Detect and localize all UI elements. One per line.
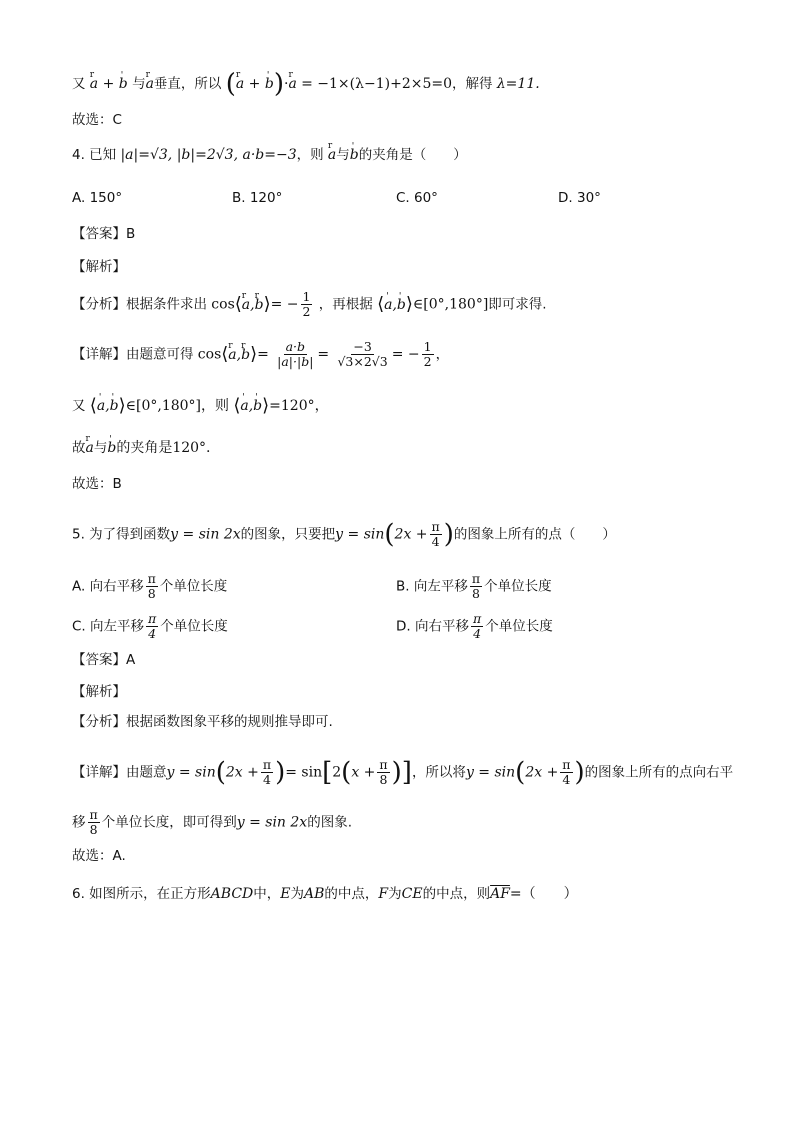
interval: ∈[0°,180°]	[412, 296, 489, 313]
numerator: −3	[353, 339, 372, 354]
text: 【详解】由题意可得	[72, 346, 194, 363]
denominator: √3×2√3	[337, 354, 388, 369]
solution-line-1: 又 r a + ' b 与r a垂直，所以 (r a + ' b)·r a = −1×(λ−1)+2×5=0，解得 λ=11.	[72, 74, 540, 94]
q4-choice: 故选：B	[72, 476, 122, 492]
text: 【分析】根据条件求出	[72, 296, 207, 313]
text: 又	[72, 398, 86, 414]
q5-analysis-heading: 【解析】	[72, 684, 126, 700]
q4-conclusion: 故r a与' b的夹角是120°.	[72, 438, 211, 458]
text: 个单位长度，即可得到	[101, 814, 237, 831]
question-number: 4. 已知	[72, 147, 117, 163]
text: 【详解】由题意	[72, 764, 167, 781]
result: λ=11.	[496, 76, 540, 92]
q4-detail: 【详解】由题意可得 cos⟨r a,r b⟩= $\frac{a\cdot b}{|a|\cdot|b|}$ = $\frac{-3}{√3\times 2√3}$ = − $\frac{1}{2}$ ，	[72, 340, 449, 369]
text: ，再根据	[318, 296, 373, 313]
function: y = sin 2x	[170, 526, 241, 543]
text: ，所以将	[411, 764, 466, 781]
q4-answer: 【答案】B	[72, 226, 136, 242]
text: 与	[93, 440, 108, 456]
q4-option-a: A. 150°	[72, 190, 123, 206]
q5-option-a: A. 向右平移 $\frac{\pi}{8}$ 个单位长度	[72, 571, 228, 601]
text: 的夹角是（ ）	[358, 147, 467, 163]
text: ，则	[296, 147, 324, 163]
vector-a: r a	[146, 74, 154, 94]
equals: = −	[391, 346, 420, 363]
q5-analysis: 【分析】根据函数图象平移的规则推导即可.	[72, 714, 333, 730]
q4-since: 又 ⟨' a,' b⟩∈[0°,180°]，则 ⟨' a,' b⟩=120°，	[72, 396, 329, 416]
text: =120°，	[269, 398, 329, 414]
question-6: 6. 如图所示，在正方形ABCD中，E为AB的中点，F为CE的中点，则$\overline{AF}=$（ ）	[72, 886, 578, 902]
q5-option-b: B. 向左平移 $\frac{\pi}{8}$ 个单位长度	[396, 571, 552, 601]
condition: |a|=√3, |b|=2√3, a·b=−3	[120, 147, 297, 163]
q5-detail: 【详解】由题意y = sin(2x + $\frac{\pi}{4}$ )= sin[2(x + $\frac{\pi}{8}$ )]，所以将y = sin(2x + $\frac{\pi}{4}$ )的图象上所有的点向右平	[72, 757, 734, 788]
text: 与	[132, 76, 146, 92]
text: 即可求得.	[488, 296, 547, 313]
q5-option-c: C. 向左平移 $\frac{\pi}{4}$ 个单位长度	[72, 611, 228, 641]
text: 又	[72, 76, 86, 92]
text: 的夹角是120°.	[116, 440, 211, 456]
vector-sum: r a + ' b	[236, 76, 274, 92]
vector-a-plus-b: r a + ' b	[90, 76, 128, 92]
q4-option-d: D. 30°	[558, 190, 601, 206]
text: 的图象，只要把	[240, 526, 336, 543]
text: 垂直，所以	[153, 76, 222, 92]
text: 的图象.	[307, 814, 352, 831]
q5-option-d: D. 向右平移 $\frac{\pi}{4}$ 个单位长度	[396, 611, 553, 641]
text: ，解得	[452, 76, 493, 92]
question-number: 5. 为了得到函数	[72, 526, 171, 543]
text: ∈[0°,180°]，则	[125, 398, 230, 414]
text: 的图象上所有的点向右平	[584, 764, 734, 781]
question-4: 4. 已知 |a|=√3, |b|=2√3, a·b=−3，则 r a与' b的夹角是（ ）	[72, 145, 467, 165]
q4-analysis: 【分析】根据条件求出 cos⟨r a,r b⟩= − $\frac{1}{2}$ ，再根据 ⟨' a,' b⟩∈[0°,180°]即可求得.	[72, 290, 547, 319]
text: 的图象上所有的点（ ）	[453, 526, 616, 543]
q5-choice: 故选：A.	[72, 848, 126, 864]
function: y = sin 2x	[236, 814, 308, 831]
vector-af: $\overline{AF}$	[490, 886, 510, 902]
text: 移	[72, 814, 86, 831]
text: 故	[72, 440, 86, 456]
q4-option-c: C. 60°	[396, 190, 438, 206]
text: 与	[336, 147, 350, 163]
question-5: 5. 为了得到函数y = sin 2x的图象，只要把y = sin(2x + $\frac{\pi}{4}$ )的图象上所有的点（ ）	[72, 519, 616, 550]
equation: = −1×(λ−1)+2×5=0	[301, 76, 453, 92]
q5-detail-2: 移 $\frac{\pi}{8}$ 个单位长度，即可得到y = sin 2x的图象.	[72, 807, 352, 837]
q4-analysis-heading: 【解析】	[72, 259, 126, 275]
function: y = sin	[335, 526, 385, 543]
q4-option-b: B. 120°	[232, 190, 283, 206]
answer-choice-line: 故选：C	[72, 112, 122, 128]
q5-answer: 【答案】A	[72, 652, 136, 668]
